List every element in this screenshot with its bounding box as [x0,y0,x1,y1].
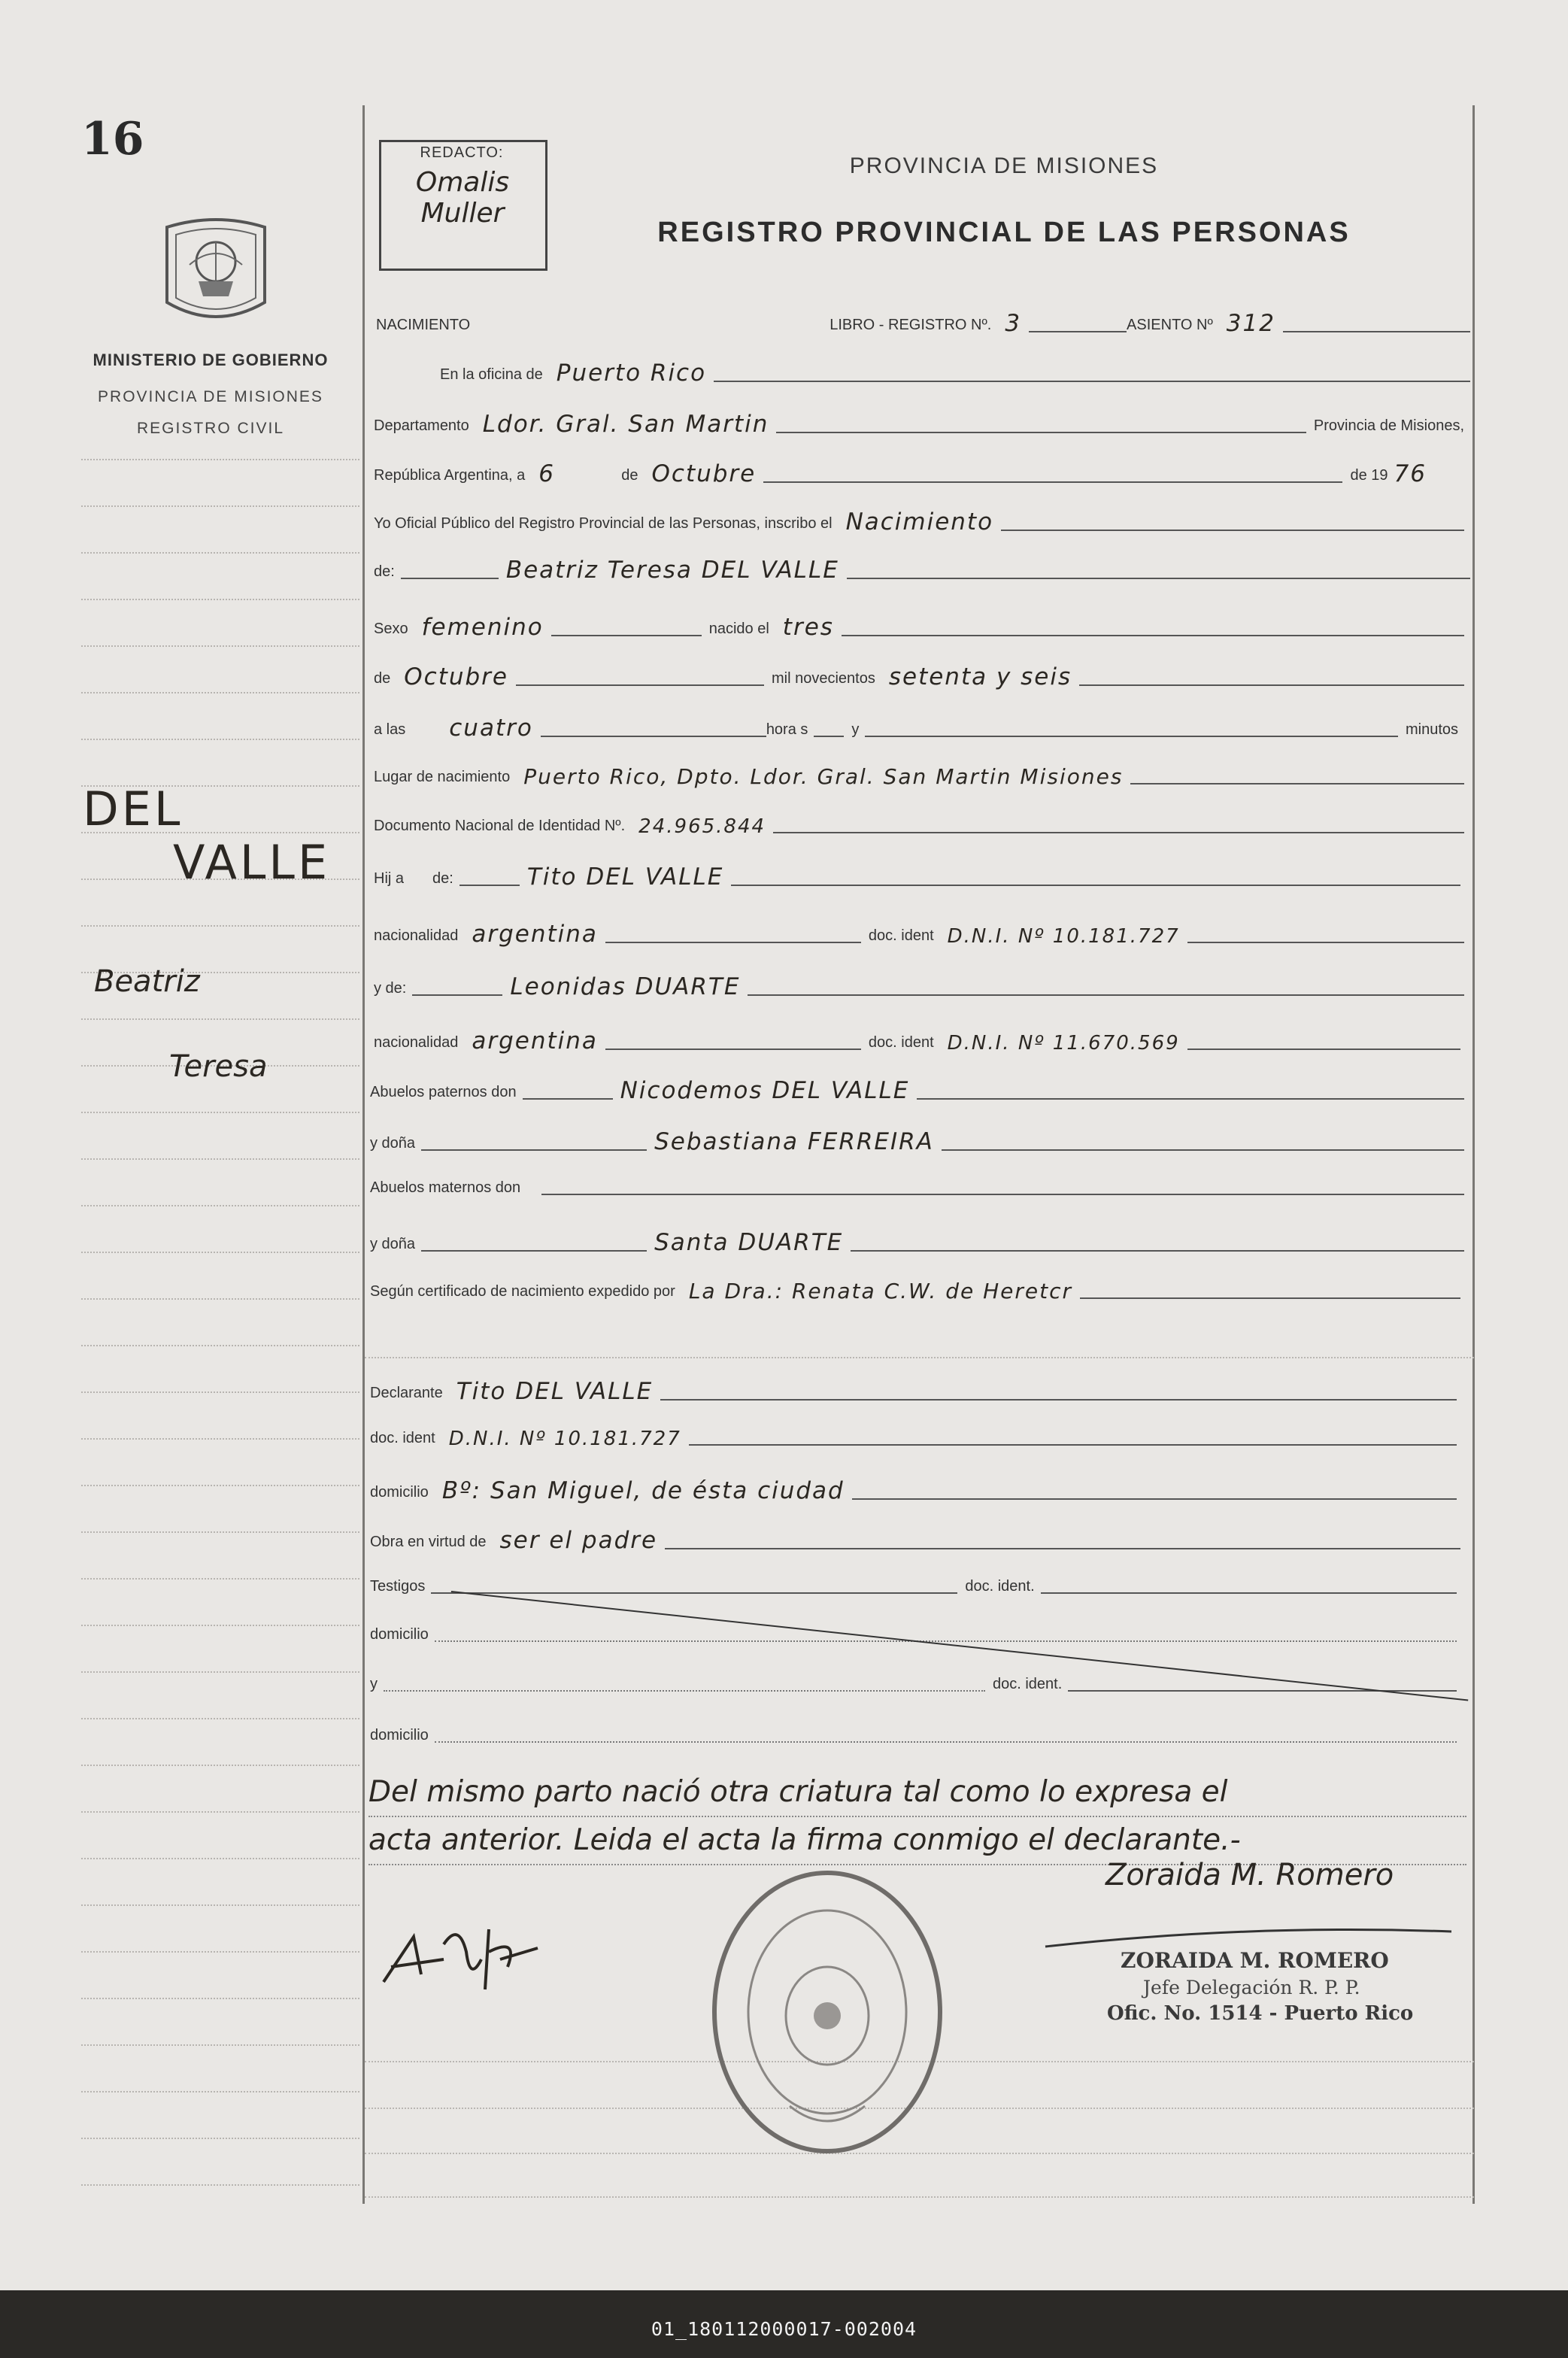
notes-line-2: acta anterior. Leida el acta la firma conmigo el declarante.- [368,1817,1466,1865]
sexo-label: Sexo [374,621,408,637]
domicilio2-label: domicilio [370,1626,429,1643]
testigos-line [431,1592,957,1594]
anio-prefix: de 19 [1350,467,1388,484]
row-libro [376,310,1470,337]
margin-rule [81,1811,359,1813]
dia-value: 6 [538,460,555,487]
abuela-materna-value: Santa DUARTE [654,1229,844,1256]
declarante-value: Tito DEL VALLE [456,1378,654,1405]
sexo-line [551,635,702,636]
declarante-doc-line [689,1444,1457,1446]
official-title: Jefe Delegación R. P. P. [1143,1977,1360,1998]
alas-label: a las [374,721,406,738]
margin-rule [81,599,359,600]
declarante-doc-label: doc. ident [370,1430,435,1446]
row-inscribo [374,508,1464,536]
persona-pre-line [401,578,499,579]
redacto-label: REDACTO: [420,144,504,161]
minutos-label: minutos [1405,721,1458,738]
padre-pre-line [459,885,520,886]
madre-nacionalidad-value: argentina [472,1027,598,1055]
certificado-label: Según certificado de nacimiento expedido por [370,1283,675,1300]
page-number: 16 [81,113,144,165]
nacido-mes-line [516,684,764,686]
de-mes-label: de [374,670,391,687]
row-fecha [374,460,1427,487]
official-round-seal-icon [707,1865,948,2159]
official-office: Ofic. No. 1514 - Puerto Rico [1107,2002,1414,2025]
nacido-anio-value: setenta y seis [888,663,1072,690]
row-oficina [440,360,1470,387]
departamento-value: Ldor. Gral. San Martin [482,411,769,438]
padre-doc-label: doc. ident [868,927,934,944]
margin-rule [81,1904,359,1906]
libro-label: LIBRO - REGISTRO Nº. [829,317,992,333]
obra-label: Obra en virtud de [370,1534,487,1550]
republica-label: República Argentina, a [374,467,526,484]
margin-rule [81,692,359,693]
testigos-label: Testigos [370,1578,426,1595]
notes-block [368,1769,1466,1865]
margin-rule [81,1205,359,1206]
header-registry: REGISTRO PROVINCIAL DE LAS PERSONAS [657,217,1351,248]
margin-rule [81,505,359,507]
margin-rule [81,1018,359,1020]
lugar-label: Lugar de nacimiento [374,769,511,785]
coat-of-arms-icon [159,212,272,331]
asiento-value: 312 [1226,310,1275,337]
declarant-signature-icon [376,1914,557,1997]
margin-rule [81,1858,359,1859]
row-abuelo-materno [370,1179,1464,1200]
header-province: PROVINCIA DE MISIONES [849,153,1159,178]
margin-given-name-2: Teresa [169,1049,268,1084]
nacido-label: nacido el [708,621,769,637]
mes-line [763,481,1342,483]
obra-line [665,1548,1460,1549]
madre-pre-line [412,994,502,996]
mil-label: mil novecientos [772,670,875,687]
domicilio2-line [435,1640,1457,1642]
persona-line [847,578,1470,579]
declarante-line [660,1399,1457,1401]
margin-rule [81,459,359,460]
domicilio-value: Bº: San Miguel, de ésta ciudad [441,1477,845,1504]
oficina-label: En la oficina de [440,366,543,383]
margin-rule [81,2138,359,2139]
official-name: ZORAIDA M. ROMERO [1121,1948,1389,1973]
doc-ident2-label: doc. ident. [993,1676,1063,1692]
abuelo-paterno-line [917,1098,1464,1100]
row-abuela-materna [370,1229,1464,1256]
margin-rule [81,2091,359,2092]
margin-rule [81,1718,359,1719]
horas-label: hora s [766,721,808,738]
padre-value: Tito DEL VALLE [526,863,724,891]
margin-rule [81,1671,359,1673]
footer-code: 01_180112000017-002004 [651,2318,917,2340]
abuela-materna-line [851,1250,1464,1252]
row-testigos [370,1578,1457,1598]
madre-doc-line [1187,1049,1460,1050]
margin-surname-line2: VALLE [173,835,331,891]
oficial-text: Yo Oficial Público del Registro Provincial de las Personas, inscribo el [374,515,833,532]
civil-registry-label: REGISTRO CIVIL [136,420,285,437]
margin-rule [81,1112,359,1113]
column-divider-right [1472,105,1475,2204]
departamento-line [776,432,1306,433]
margin-rule [81,1485,359,1486]
lugar-value: Puerto Rico, Dpto. Ldor. Gral. San Martin Misiones [523,764,1124,789]
row-nacido-mes [374,663,1464,690]
dni-value: 24.965.844 [638,815,766,838]
padre-line [731,885,1460,886]
province-label-left: PROVINCIA DE MISIONES [98,388,323,405]
margin-rule [81,925,359,927]
ydona-label-1: y doña [370,1135,416,1152]
padre-nacionalidad-value: argentina [472,921,598,948]
domicilio3-label: domicilio [370,1727,429,1743]
inscribo-value: Nacimiento [845,508,994,536]
hija-de-label: de: [432,870,453,887]
padre-doc-line [1187,942,1464,943]
abuelos-paternos-label: Abuelos paternos don [370,1084,517,1100]
row-hora [374,715,1464,742]
hija-label: Hij a [374,870,405,887]
oficina-line [714,381,1470,382]
testigos-doc-label: doc. ident. [965,1578,1035,1595]
madre-nac-line [605,1049,861,1050]
minutos-line [865,736,1398,737]
testigos-doc-line [1041,1592,1457,1594]
ydona-label-2: y doña [370,1236,416,1252]
row-abuela-paterna [370,1128,1464,1155]
madre-doc-value: D.N.I. Nº 11.670.569 [947,1032,1180,1055]
dni-line [773,832,1464,833]
anio-value: 76 [1394,460,1427,487]
margin-surname-line1: DEL [83,781,183,836]
declarante-doc-value: D.N.I. Nº 10.181.727 [448,1428,681,1450]
horas-value: cuatro [449,715,533,742]
row-declarante-doc [370,1428,1457,1450]
row-domicilio2 [370,1626,1457,1646]
mes-value: Octubre [651,460,757,487]
abuela-paterna-pre-line [421,1149,647,1151]
margin-rule [81,2184,359,2186]
madre-value: Leonidas DUARTE [510,973,741,1000]
de-persona-label: de: [374,563,395,580]
certificado-line [1080,1297,1460,1299]
official-signature: Zoraida M. Romero [1105,1858,1394,1892]
row-departamento [374,411,1470,438]
nacido-line [842,635,1464,636]
dotted-rule [365,2196,1474,2198]
nacido-dia-value: tres [782,614,834,641]
redacto-signature: Omalis Muller [415,167,510,229]
row-domicilio3 [370,1727,1457,1747]
margin-rule [81,1765,359,1766]
madre-doc-label: doc. ident [868,1034,934,1051]
row-sexo [374,614,1464,641]
horas-line [541,736,766,737]
row-lugar [374,764,1464,789]
horas-blank [814,736,844,737]
abuelos-maternos-label: Abuelos maternos don [370,1179,521,1196]
libro-value: 3 [1005,310,1022,337]
row-padre-nacionalidad [374,921,1464,948]
notes-line-1: Del mismo parto nació otra criatura tal como lo expresa el [368,1769,1466,1817]
margin-given-name-1: Beatriz [94,964,200,999]
row-madre [374,973,1464,1000]
margin-rule [81,1252,359,1253]
abuela-materna-pre-line [421,1250,647,1252]
row-dni [374,815,1464,838]
row-declarante [370,1378,1457,1405]
ministry-label: MINISTERIO DE GOBIERNO [93,351,329,369]
row-certificado [370,1279,1460,1303]
persona-value: Beatriz Teresa DEL VALLE [505,557,839,584]
margin-rule [81,1158,359,1160]
oficina-value: Puerto Rico [556,360,707,387]
certificado-value: La Dra.: Renata C.W. de Heretcr [688,1279,1073,1303]
column-divider-left [362,105,365,2204]
margin-rule [81,1391,359,1393]
row-persona [374,557,1470,584]
row-y2 [370,1676,1457,1696]
abuela-paterna-line [942,1149,1464,1151]
margin-rule [81,1438,359,1440]
abuelo-paterno-value: Nicodemos DEL VALLE [620,1077,910,1104]
provincia-suffix: Provincia de Misiones, [1313,417,1464,434]
row-madre-nacionalidad [374,1027,1460,1055]
margin-rule [81,739,359,740]
margin-rule [81,645,359,647]
margin-rule [81,1298,359,1300]
dotted-rule [365,1357,1474,1358]
y-label: y [851,721,860,738]
nacido-anio-line [1079,684,1464,686]
libro-line [1029,331,1127,332]
de-label: de [621,467,638,484]
padre-nacionalidad-label: nacionalidad [374,927,459,944]
padre-nac-line [605,942,861,943]
margin-surname [83,782,331,890]
madre-line [748,994,1464,996]
yde-label: y de: [374,980,407,997]
asiento-line [1283,331,1470,332]
row-domicilio [370,1477,1457,1504]
row-obra [370,1527,1460,1554]
margin-rule [81,1951,359,1953]
domicilio3-line [435,1741,1457,1743]
obra-value: ser el padre [499,1527,658,1554]
row-abuelo-paterno [370,1077,1464,1104]
lugar-line [1130,783,1464,784]
margin-rule [81,1998,359,1999]
margin-rule [81,1345,359,1346]
domicilio-line [852,1498,1457,1500]
abuelo-materno-line [541,1194,1464,1195]
sexo-value: femenino [421,614,544,641]
declarante-label: Declarante [370,1385,443,1401]
y2-line [384,1690,985,1692]
margin-rule [81,1531,359,1533]
record-type: NACIMIENTO [376,317,471,333]
asiento-label: ASIENTO Nº [1127,317,1213,333]
domicilio-label: domicilio [370,1484,429,1501]
margin-rule [81,1578,359,1580]
nacido-mes-value: Octubre [404,663,508,690]
margin-rule [81,1625,359,1626]
dni-label: Documento Nacional de Identidad Nº. [374,818,626,834]
abuelo-paterno-pre-line [523,1098,613,1100]
margin-rule [81,2044,359,2046]
inscribo-line [1001,530,1464,531]
row-padre [374,863,1460,891]
padre-doc-value: D.N.I. Nº 10.181.727 [947,925,1180,948]
madre-nacionalidad-label: nacionalidad [374,1034,459,1051]
y2-label: y [370,1676,378,1692]
margin-rule [81,552,359,554]
departamento-label: Departamento [374,417,469,434]
abuela-paterna-value: Sebastiana FERREIRA [654,1128,934,1155]
